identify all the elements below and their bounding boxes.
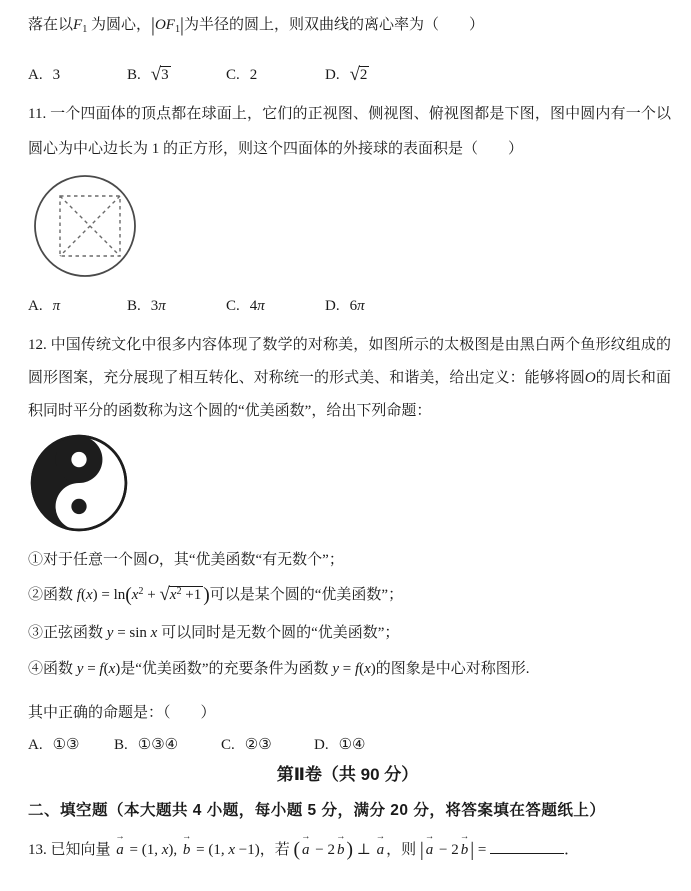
option-value: ①③ <box>52 737 80 754</box>
question11-figure <box>30 169 667 288</box>
option-d <box>314 735 366 754</box>
circle-inscribed-square-diagram <box>30 169 140 283</box>
option-label: A. <box>28 737 43 754</box>
option-value: √2 <box>349 64 368 86</box>
question12-figure <box>28 430 667 541</box>
option-label: D. <box>314 737 329 754</box>
proposition-1: ①对于任意一个圆O，其“优美函数“有无数个”； <box>28 552 344 569</box>
proposition-3: ③正弦函数 y = sin x 可以同时是无数个圆的“优美函数”； <box>28 624 400 641</box>
option-value: 6π <box>349 298 365 315</box>
option-c <box>226 298 325 315</box>
question11-text: 11. 一个四面体的顶点都在球面上，它们的正视图、侧视图、俯视图都是下图，图中圆内有一个以圆心为中心边长为 1 的正方形，则这个四面体的外接球的表面积是（ ） <box>28 106 671 158</box>
option-a <box>28 67 127 84</box>
option-label: A. <box>28 67 43 84</box>
option-value: √3 <box>150 64 169 86</box>
option-value: ②③ <box>244 737 272 754</box>
question12-options-row <box>28 735 667 754</box>
option-b <box>127 63 226 85</box>
option-value: ①③④ <box>137 737 179 754</box>
option-d <box>325 63 369 85</box>
section2-title: 第Ⅱ卷（共 90 分） <box>276 765 419 785</box>
question10-options-row <box>28 63 667 85</box>
option-b <box>127 298 226 315</box>
option-label: C. <box>221 737 235 754</box>
option-value: 3 <box>52 67 61 84</box>
option-d <box>325 298 365 315</box>
question11-options-row <box>28 298 667 315</box>
option-c <box>221 735 314 754</box>
option-value: ①④ <box>338 737 366 754</box>
option-value: 2 <box>249 67 258 84</box>
question12-prompt: 其中正确的命题是：（ ） <box>28 704 216 721</box>
proposition-2: ②函数 $f(x) = \ln(x^2 + √x^2 +1$ )可以是某个圆的“优美函数”； <box>28 583 404 606</box>
option-label: C. <box>226 298 240 315</box>
option-label: B. <box>114 737 128 754</box>
proposition-4: ④函数 y = f(x)是“优美函数”的充要条件为函数 y = f(x)的图象是中心对称图形. <box>28 661 530 678</box>
option-label: D. <box>325 298 340 315</box>
option-label: B. <box>127 298 141 315</box>
option-c <box>226 67 325 84</box>
option-b <box>114 735 221 754</box>
option-value: 3π <box>150 298 166 315</box>
question10-tail-line: 落在以$F_1$ 为圆心，$|OF_1|$为半径的圆上，则双曲线的离心率为（ ） <box>28 14 484 36</box>
option-a <box>28 735 114 754</box>
taiji-yin-yang-symbol <box>28 430 130 536</box>
question12-text: 12. 中国传统文化中很多内容体现了数学的对称美，如图所示的太极图是由黑白两个鱼形纹组成的圆形图案，充分展现了相互转化、对称统一的形式美、和谐美，给出定义：能够将圆O的周长和面积同时平分的函数称为这个圆的“优美函数”，给出下列命题： <box>28 337 671 420</box>
option-a <box>28 298 127 315</box>
fill-in-section-header: 二、填空题（本大题共 4 小题，每小题 5 分，满分 20 分，将答案填在答题纸上） <box>28 801 606 819</box>
question13-text: 13. 已知向量 a → = (1, x), b → = (1, x −1)，若 ( a → − 2 b → ) ⊥ a → ，则 | a → − 2 b → | = ． <box>28 837 667 861</box>
option-value: π <box>52 298 61 315</box>
option-value: 4π <box>249 298 265 315</box>
option-label: B. <box>127 67 141 84</box>
option-label: C. <box>226 67 240 84</box>
option-label: D. <box>325 67 340 84</box>
option-label: A. <box>28 298 43 315</box>
